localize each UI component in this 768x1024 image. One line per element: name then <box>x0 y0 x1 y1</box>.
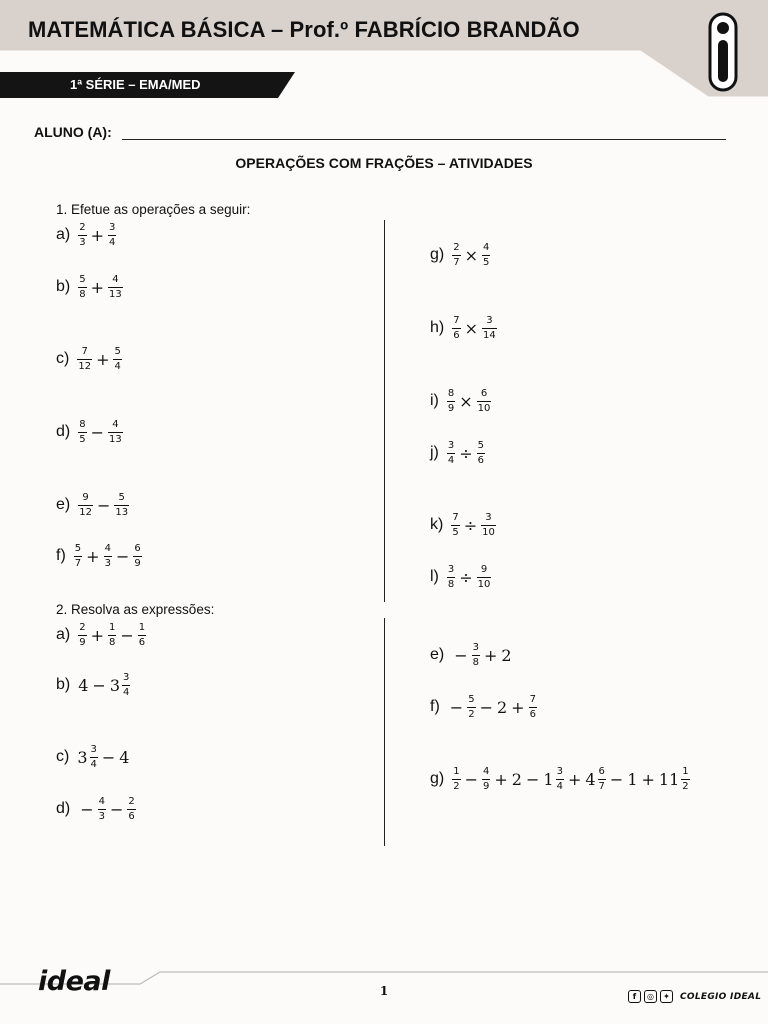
fraction: $\frac{8}{9}$ <box>447 387 455 414</box>
fraction: $\frac{7}{5}$ <box>452 511 459 538</box>
fraction: $\frac{3}{4}$ <box>109 221 116 248</box>
operator: + <box>96 349 110 369</box>
question-1-title: 1. Efetue as operações a seguir: <box>56 202 251 217</box>
fraction: $\frac{1}{2}$ <box>682 765 689 792</box>
fraction: $\frac{4}{3}$ <box>98 795 106 822</box>
fraction: $\frac{5}{2}$ <box>468 693 475 720</box>
operator: − <box>479 697 493 717</box>
math-expression <box>451 766 690 793</box>
operator: + <box>484 645 498 665</box>
operator: − <box>449 697 464 717</box>
exercise-item <box>56 539 143 573</box>
math-expression <box>77 274 124 301</box>
item-label: g) <box>430 246 445 263</box>
operator: × <box>464 318 479 338</box>
school-logo: ideal <box>38 966 110 997</box>
exercise-item <box>56 415 124 449</box>
exercise-item <box>430 436 486 470</box>
operator: − <box>525 769 540 789</box>
column-divider <box>384 618 385 846</box>
fraction: $\frac{7}{12}$ <box>78 345 92 372</box>
exercise-item <box>56 488 130 522</box>
fraction: $\frac{2}{7}$ <box>453 241 460 268</box>
student-name-line[interactable] <box>122 139 726 140</box>
whole-number: 3 <box>77 747 88 767</box>
math-expression <box>446 564 493 591</box>
fraction: $\frac{3}{4}$ <box>90 743 97 770</box>
fraction: $\frac{5}{8}$ <box>79 273 86 300</box>
item-label: h) <box>430 319 445 336</box>
fraction: $\frac{5}{7}$ <box>74 542 82 569</box>
math-expression <box>77 222 117 249</box>
fraction: $\frac{2}{3}$ <box>79 221 86 248</box>
fraction: $\frac{9}{12}$ <box>79 491 92 518</box>
operator: ÷ <box>459 567 473 587</box>
operator: × <box>459 391 473 411</box>
whole-number: 4 <box>119 747 130 767</box>
fraction: $\frac{5}{13}$ <box>115 491 129 518</box>
operator: × <box>464 245 479 265</box>
instagram-icon[interactable]: ◎ <box>644 990 657 1003</box>
fraction: $\frac{5}{6}$ <box>477 439 485 466</box>
operator: − <box>120 625 134 645</box>
operator: + <box>494 769 508 789</box>
operator: − <box>80 799 94 819</box>
operator: + <box>567 769 582 789</box>
exercise-item <box>430 762 691 796</box>
exercise-item <box>430 638 513 672</box>
operator: + <box>90 625 105 645</box>
item-label: b) <box>56 278 71 295</box>
whole-number: 3 <box>109 675 121 695</box>
math-expression <box>77 672 131 699</box>
math-expression <box>77 492 130 519</box>
item-label: l) <box>430 568 439 585</box>
fraction: $\frac{9}{10}$ <box>477 563 491 590</box>
fraction: $\frac{8}{5}$ <box>79 418 86 445</box>
fraction: $\frac{3}{10}$ <box>482 511 495 538</box>
fraction: $\frac{6}{7}$ <box>598 765 605 792</box>
fraction: $\frac{3}{8}$ <box>472 641 480 668</box>
fraction: $\frac{3}{8}$ <box>447 563 455 590</box>
math-expression <box>451 315 498 342</box>
item-label: g) <box>430 770 445 787</box>
item-label: k) <box>430 516 444 533</box>
fraction: $\frac{6}{9}$ <box>134 542 141 569</box>
math-expression <box>451 242 491 269</box>
fraction: $\frac{2}{6}$ <box>128 795 135 822</box>
exercise-item <box>430 384 492 418</box>
fraction: $\frac{4}{9}$ <box>483 765 490 792</box>
math-expression <box>450 512 497 539</box>
exercise-item <box>56 792 137 826</box>
operator: + <box>86 546 100 566</box>
math-expression <box>451 642 512 669</box>
item-label: f) <box>430 698 440 715</box>
item-label: i) <box>430 392 439 409</box>
exercise-item <box>430 508 497 542</box>
page-title: MATEMÁTICA BÁSICA – Prof.º FABRÍCIO BRANDÃO <box>28 17 580 42</box>
operator: − <box>92 675 106 695</box>
fraction: $\frac{4}{3}$ <box>104 542 111 569</box>
operator: − <box>454 645 468 665</box>
math-expression <box>77 796 137 823</box>
math-expression <box>446 388 493 415</box>
math-expression <box>73 543 143 570</box>
fraction: $\frac{1}{2}$ <box>453 765 460 792</box>
operator: ÷ <box>463 515 478 535</box>
whole-number: 2 <box>496 697 508 717</box>
fraction: $\frac{6}{10}$ <box>477 387 491 414</box>
item-label: e) <box>430 646 445 663</box>
operator: − <box>115 546 130 566</box>
item-label: b) <box>56 676 71 693</box>
whole-number: 1 <box>627 769 638 789</box>
exercise-item <box>56 740 130 774</box>
item-label: j) <box>430 444 439 461</box>
series-label: 1ª SÉRIE – EMA/MED <box>70 77 201 92</box>
exercise-item <box>430 311 498 345</box>
operator: − <box>90 422 105 442</box>
fraction: $\frac{5}{4}$ <box>114 345 121 372</box>
exercise-item <box>430 690 538 724</box>
item-label: c) <box>56 748 70 765</box>
operator: + <box>641 769 655 789</box>
footer-divider <box>0 965 768 985</box>
twitter-icon[interactable]: ✦ <box>660 990 673 1003</box>
fraction: $\frac{3}{4}$ <box>556 765 563 792</box>
operator: + <box>90 225 105 245</box>
exercise-item <box>56 218 117 252</box>
whole-number: 4 <box>78 675 89 695</box>
whole-number: 11 <box>658 769 680 789</box>
item-label: e) <box>56 496 71 513</box>
school-name: COLEGIO IDEAL <box>680 991 762 1002</box>
whole-number: 1 <box>543 769 554 789</box>
exercise-item <box>430 238 491 272</box>
operator: − <box>96 495 111 515</box>
math-expression <box>446 440 486 467</box>
column-divider <box>384 220 385 602</box>
fraction: $\frac{3}{14}$ <box>483 314 496 341</box>
item-label: d) <box>56 423 71 440</box>
math-expression <box>447 694 538 721</box>
page-number: 1 <box>379 984 389 998</box>
exercise-item <box>56 342 123 376</box>
operator: − <box>110 799 124 819</box>
facebook-icon[interactable]: f <box>628 990 641 1003</box>
fraction: $\frac{4}{5}$ <box>483 241 490 268</box>
math-expression <box>77 622 147 649</box>
math-expression <box>76 346 123 373</box>
operator: + <box>511 697 525 717</box>
operator: − <box>464 769 479 789</box>
item-label: a) <box>56 226 71 243</box>
whole-number: 4 <box>585 769 596 789</box>
math-expression <box>76 744 130 771</box>
worksheet-subtitle: OPERAÇÕES COM FRAÇÕES – ATIVIDADES <box>235 155 533 171</box>
item-label: c) <box>56 350 70 367</box>
math-expression <box>77 419 124 446</box>
logo-i-icon <box>710 14 736 90</box>
exercise-item <box>430 560 492 594</box>
fraction: $\frac{1}{8}$ <box>109 621 116 648</box>
exercise-item <box>56 668 131 702</box>
exercise-item <box>56 618 147 652</box>
question-2-title: 2. Resolva as expressões: <box>56 602 215 617</box>
student-label: ALUNO (A): <box>34 124 112 140</box>
operator: + <box>90 277 105 297</box>
operator: ÷ <box>459 443 473 463</box>
fraction: $\frac{4}{13}$ <box>109 273 122 300</box>
fraction: $\frac{4}{13}$ <box>109 418 122 445</box>
social-links <box>628 990 761 1003</box>
fraction: $\frac{7}{6}$ <box>453 314 460 341</box>
fraction: $\frac{2}{9}$ <box>79 621 86 648</box>
item-label: a) <box>56 626 71 643</box>
item-label: d) <box>56 800 71 817</box>
fraction: $\frac{3}{4}$ <box>123 671 130 698</box>
operator: − <box>101 747 116 767</box>
fraction: $\frac{7}{6}$ <box>529 693 536 720</box>
item-label: f) <box>56 547 66 564</box>
operator: − <box>609 769 624 789</box>
whole-number: 2 <box>511 769 522 789</box>
fraction: $\frac{3}{4}$ <box>447 439 455 466</box>
whole-number: 2 <box>501 645 512 665</box>
exercise-item <box>56 270 124 304</box>
fraction: $\frac{1}{6}$ <box>138 621 146 648</box>
